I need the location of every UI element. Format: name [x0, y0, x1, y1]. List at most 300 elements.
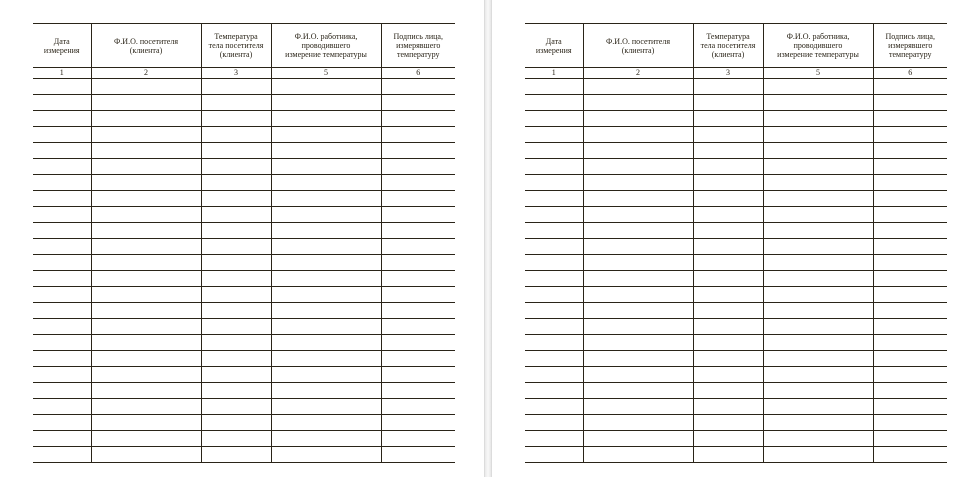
table-cell[interactable] [583, 399, 693, 415]
table-cell[interactable] [693, 79, 763, 95]
table-cell[interactable] [525, 143, 583, 159]
table-cell[interactable] [271, 143, 381, 159]
table-cell[interactable] [91, 303, 201, 319]
table-cell[interactable] [91, 191, 201, 207]
table-cell[interactable] [525, 383, 583, 399]
table-cell[interactable] [271, 127, 381, 143]
table-cell[interactable] [33, 383, 91, 399]
table-cell[interactable] [33, 191, 91, 207]
table-cell[interactable] [693, 271, 763, 287]
table-cell[interactable] [873, 447, 947, 463]
table-cell[interactable] [381, 287, 455, 303]
table-cell[interactable] [873, 415, 947, 431]
table-row [33, 127, 455, 143]
table-cell[interactable] [201, 447, 271, 463]
header-row [525, 24, 947, 68]
table-cell[interactable] [583, 367, 693, 383]
table-cell[interactable] [381, 79, 455, 95]
table-cell[interactable] [583, 159, 693, 175]
table-row [33, 383, 455, 399]
table-cell[interactable] [91, 383, 201, 399]
table-cell[interactable] [583, 335, 693, 351]
table-cell[interactable] [583, 415, 693, 431]
table-cell[interactable] [91, 159, 201, 175]
table-cell[interactable] [33, 159, 91, 175]
column-header-visitor-temperature: Температура тела посетителя (клиента) [201, 24, 271, 68]
table-cell[interactable] [873, 159, 947, 175]
table-cell[interactable] [91, 415, 201, 431]
table-row [525, 79, 947, 95]
table-cell[interactable] [583, 223, 693, 239]
table-cell[interactable] [693, 223, 763, 239]
table-cell[interactable] [381, 271, 455, 287]
table-cell[interactable] [91, 127, 201, 143]
table-row [33, 335, 455, 351]
table-cell[interactable] [33, 319, 91, 335]
table-cell[interactable] [33, 399, 91, 415]
table-cell[interactable] [201, 367, 271, 383]
table-cell[interactable] [381, 447, 455, 463]
table-cell[interactable] [693, 207, 763, 223]
table-cell[interactable] [525, 175, 583, 191]
table-cell[interactable] [583, 95, 693, 111]
table-cell[interactable] [381, 303, 455, 319]
column-number: 2 [583, 68, 693, 79]
table-cell[interactable] [583, 319, 693, 335]
table-cell[interactable] [271, 159, 381, 175]
table-cell[interactable] [763, 287, 873, 303]
table-cell[interactable] [763, 239, 873, 255]
table-row [525, 95, 947, 111]
table-cell[interactable] [271, 207, 381, 223]
table-cell[interactable] [271, 223, 381, 239]
table-cell[interactable] [91, 287, 201, 303]
table-cell[interactable] [583, 111, 693, 127]
table-cell[interactable] [91, 223, 201, 239]
table-cell[interactable] [91, 367, 201, 383]
table-cell[interactable] [873, 319, 947, 335]
table-cell[interactable] [873, 223, 947, 239]
table-cell[interactable] [201, 351, 271, 367]
table-cell[interactable] [381, 127, 455, 143]
table-cell[interactable] [91, 319, 201, 335]
table-cell[interactable] [33, 271, 91, 287]
table-cell[interactable] [201, 143, 271, 159]
table-cell[interactable] [201, 207, 271, 223]
table-cell[interactable] [525, 127, 583, 143]
table-row [33, 367, 455, 383]
table-row [33, 79, 455, 95]
table-cell[interactable] [201, 159, 271, 175]
table-cell[interactable] [525, 207, 583, 223]
table-row [525, 175, 947, 191]
table-cell[interactable] [525, 223, 583, 239]
table-cell[interactable] [271, 367, 381, 383]
table-cell[interactable] [525, 351, 583, 367]
table-cell[interactable] [693, 335, 763, 351]
table-cell[interactable] [271, 383, 381, 399]
table-cell[interactable] [201, 127, 271, 143]
table-row [525, 447, 947, 463]
table-cell[interactable] [271, 79, 381, 95]
table-cell[interactable] [763, 127, 873, 143]
table-cell[interactable] [693, 431, 763, 447]
table-cell[interactable] [201, 255, 271, 271]
table-cell[interactable] [583, 79, 693, 95]
column-header-signature: Подпись лица, измерявшего температуру [381, 24, 455, 68]
table-cell[interactable] [381, 95, 455, 111]
table-cell[interactable] [91, 79, 201, 95]
table-cell[interactable] [873, 351, 947, 367]
table-row [525, 351, 947, 367]
table-row [525, 367, 947, 383]
table-cell[interactable] [873, 207, 947, 223]
log-rows [33, 79, 455, 463]
table-cell[interactable] [873, 335, 947, 351]
table-cell[interactable] [525, 367, 583, 383]
table-cell[interactable] [201, 239, 271, 255]
table-cell[interactable] [763, 271, 873, 287]
table-cell[interactable] [583, 191, 693, 207]
table-cell[interactable] [271, 335, 381, 351]
column-number-row [525, 68, 947, 79]
table-cell[interactable] [381, 367, 455, 383]
table-cell[interactable] [873, 191, 947, 207]
table-cell[interactable] [91, 111, 201, 127]
table-cell[interactable] [91, 335, 201, 351]
table-cell[interactable] [763, 111, 873, 127]
table-cell[interactable] [33, 447, 91, 463]
table-cell[interactable] [525, 95, 583, 111]
table-cell[interactable] [271, 95, 381, 111]
table-cell[interactable] [33, 431, 91, 447]
table-row [33, 175, 455, 191]
table-cell[interactable] [91, 271, 201, 287]
table-cell[interactable] [33, 303, 91, 319]
table-cell[interactable] [873, 287, 947, 303]
table-cell[interactable] [381, 175, 455, 191]
table-row [525, 319, 947, 335]
table-cell[interactable] [381, 207, 455, 223]
table-cell[interactable] [583, 271, 693, 287]
table-cell[interactable] [381, 415, 455, 431]
table-cell[interactable] [91, 239, 201, 255]
table-cell[interactable] [33, 127, 91, 143]
table-cell[interactable] [763, 175, 873, 191]
table-cell[interactable] [873, 111, 947, 127]
table-cell[interactable] [33, 415, 91, 431]
table-cell[interactable] [583, 143, 693, 159]
table-cell[interactable] [381, 159, 455, 175]
column-number: 3 [201, 68, 271, 79]
temperature-log-table-left [33, 23, 455, 463]
table-cell[interactable] [873, 431, 947, 447]
table-cell[interactable] [381, 143, 455, 159]
table-cell[interactable] [201, 303, 271, 319]
table-row [525, 207, 947, 223]
table-row [525, 127, 947, 143]
table-cell[interactable] [201, 415, 271, 431]
table-cell[interactable] [33, 207, 91, 223]
table-cell[interactable] [693, 239, 763, 255]
table-cell[interactable] [693, 175, 763, 191]
table-cell[interactable] [91, 447, 201, 463]
table-row [33, 95, 455, 111]
table-row [33, 191, 455, 207]
table-cell[interactable] [91, 95, 201, 111]
table-cell[interactable] [763, 319, 873, 335]
table-cell[interactable] [525, 319, 583, 335]
table-cell[interactable] [33, 287, 91, 303]
column-number: 5 [763, 68, 873, 79]
table-row [33, 399, 455, 415]
table-cell[interactable] [763, 431, 873, 447]
table-cell[interactable] [33, 255, 91, 271]
table-cell[interactable] [693, 319, 763, 335]
table-cell[interactable] [201, 271, 271, 287]
table-row [33, 239, 455, 255]
table-cell[interactable] [693, 143, 763, 159]
table-cell[interactable] [381, 431, 455, 447]
table-cell[interactable] [271, 175, 381, 191]
table-row [33, 159, 455, 175]
table-row [525, 191, 947, 207]
book-gutter [484, 0, 492, 477]
table-cell[interactable] [763, 447, 873, 463]
table-cell[interactable] [381, 223, 455, 239]
table-cell[interactable] [873, 383, 947, 399]
table-row [33, 111, 455, 127]
table-cell[interactable] [33, 143, 91, 159]
table-cell[interactable] [381, 383, 455, 399]
table-row [33, 143, 455, 159]
table-row [525, 223, 947, 239]
table-row [33, 431, 455, 447]
column-number-row [33, 68, 455, 79]
table-cell[interactable] [201, 319, 271, 335]
table-cell[interactable] [91, 431, 201, 447]
table-cell[interactable] [763, 383, 873, 399]
table-cell[interactable] [763, 255, 873, 271]
column-header-signature: Подпись лица, измерявшего температуру [873, 24, 947, 68]
table-cell[interactable] [693, 111, 763, 127]
table-cell[interactable] [381, 111, 455, 127]
table-cell[interactable] [91, 255, 201, 271]
table-cell[interactable] [201, 383, 271, 399]
column-number: 5 [271, 68, 381, 79]
table-cell[interactable] [201, 399, 271, 415]
table-cell[interactable] [33, 351, 91, 367]
column-number: 1 [525, 68, 583, 79]
table-cell[interactable] [33, 239, 91, 255]
table-cell[interactable] [525, 79, 583, 95]
column-header-visitor-name: Ф.И.О. посетителя (клиента) [91, 24, 201, 68]
table-cell[interactable] [873, 399, 947, 415]
table-cell[interactable] [91, 399, 201, 415]
table-cell[interactable] [525, 431, 583, 447]
table-cell[interactable] [693, 287, 763, 303]
table-row [33, 303, 455, 319]
table-cell[interactable] [583, 239, 693, 255]
table-cell[interactable] [763, 159, 873, 175]
table-cell[interactable] [33, 175, 91, 191]
table-cell[interactable] [525, 415, 583, 431]
table-cell[interactable] [201, 287, 271, 303]
table-cell[interactable] [763, 95, 873, 111]
column-number: 6 [381, 68, 455, 79]
table-cell[interactable] [873, 143, 947, 159]
table-cell[interactable] [201, 223, 271, 239]
table-cell[interactable] [33, 79, 91, 95]
table-cell[interactable] [693, 95, 763, 111]
table-row [525, 159, 947, 175]
table-cell[interactable] [201, 191, 271, 207]
table-cell[interactable] [873, 239, 947, 255]
table-cell[interactable] [873, 175, 947, 191]
table-cell[interactable] [271, 447, 381, 463]
table-cell[interactable] [201, 79, 271, 95]
table-cell[interactable] [693, 303, 763, 319]
table-row [525, 255, 947, 271]
table-cell[interactable] [91, 207, 201, 223]
table-cell[interactable] [763, 143, 873, 159]
column-header-employee-name: Ф.И.О. работника, проводившего измерение температуры [763, 24, 873, 68]
table-row [33, 255, 455, 271]
table-cell[interactable] [763, 191, 873, 207]
table-cell[interactable] [201, 175, 271, 191]
table-cell[interactable] [271, 431, 381, 447]
column-number: 2 [91, 68, 201, 79]
table-row [33, 447, 455, 463]
table-row [525, 239, 947, 255]
table-cell[interactable] [583, 431, 693, 447]
table-cell[interactable] [583, 303, 693, 319]
table-cell[interactable] [583, 127, 693, 143]
table-cell[interactable] [583, 207, 693, 223]
column-number: 6 [873, 68, 947, 79]
table-cell[interactable] [873, 303, 947, 319]
table-cell[interactable] [271, 415, 381, 431]
table-cell[interactable] [201, 95, 271, 111]
table-cell[interactable] [763, 79, 873, 95]
table-cell[interactable] [583, 351, 693, 367]
table-cell[interactable] [693, 191, 763, 207]
table-cell[interactable] [201, 335, 271, 351]
table-cell[interactable] [763, 207, 873, 223]
left-page [0, 0, 484, 477]
column-header-employee-name: Ф.И.О. работника, проводившего измерение температуры [271, 24, 381, 68]
table-cell[interactable] [763, 335, 873, 351]
table-cell[interactable] [873, 79, 947, 95]
table-cell[interactable] [381, 319, 455, 335]
table-cell[interactable] [381, 239, 455, 255]
table-cell[interactable] [33, 367, 91, 383]
table-cell[interactable] [33, 111, 91, 127]
table-cell[interactable] [763, 351, 873, 367]
table-cell[interactable] [583, 447, 693, 463]
table-cell[interactable] [763, 367, 873, 383]
table-cell[interactable] [381, 191, 455, 207]
table-cell[interactable] [693, 383, 763, 399]
table-cell[interactable] [271, 111, 381, 127]
table-row [525, 383, 947, 399]
table-cell[interactable] [381, 335, 455, 351]
table-cell[interactable] [873, 127, 947, 143]
table-cell[interactable] [33, 223, 91, 239]
table-row [525, 399, 947, 415]
table-cell[interactable] [525, 111, 583, 127]
table-cell[interactable] [693, 159, 763, 175]
table-cell[interactable] [693, 399, 763, 415]
header-row [33, 24, 455, 68]
table-cell[interactable] [381, 399, 455, 415]
table-cell[interactable] [693, 415, 763, 431]
table-row [33, 271, 455, 287]
table-cell[interactable] [271, 271, 381, 287]
table-cell[interactable] [271, 191, 381, 207]
table-cell[interactable] [525, 303, 583, 319]
table-cell[interactable] [693, 447, 763, 463]
table-row [525, 335, 947, 351]
table-cell[interactable] [583, 255, 693, 271]
table-cell[interactable] [583, 383, 693, 399]
table-cell[interactable] [763, 415, 873, 431]
table-cell[interactable] [271, 287, 381, 303]
table-row [33, 319, 455, 335]
table-cell[interactable] [201, 111, 271, 127]
table-cell[interactable] [201, 431, 271, 447]
table-cell[interactable] [271, 303, 381, 319]
table-cell[interactable] [91, 175, 201, 191]
table-cell[interactable] [525, 287, 583, 303]
table-cell[interactable] [381, 351, 455, 367]
table-cell[interactable] [693, 367, 763, 383]
table-cell[interactable] [271, 319, 381, 335]
table-cell[interactable] [583, 175, 693, 191]
table-cell[interactable] [873, 95, 947, 111]
table-cell[interactable] [525, 191, 583, 207]
table-cell[interactable] [763, 303, 873, 319]
table-row [525, 415, 947, 431]
table-cell[interactable] [525, 447, 583, 463]
table-cell[interactable] [271, 255, 381, 271]
table-cell[interactable] [91, 351, 201, 367]
table-cell[interactable] [271, 399, 381, 415]
table-cell[interactable] [33, 95, 91, 111]
table-cell[interactable] [525, 239, 583, 255]
table-row [33, 351, 455, 367]
table-cell[interactable] [271, 351, 381, 367]
table-cell[interactable] [763, 399, 873, 415]
table-cell[interactable] [763, 223, 873, 239]
table-cell[interactable] [693, 351, 763, 367]
table-cell[interactable] [33, 335, 91, 351]
table-cell[interactable] [873, 255, 947, 271]
table-cell[interactable] [693, 127, 763, 143]
table-cell[interactable] [271, 239, 381, 255]
table-cell[interactable] [525, 399, 583, 415]
table-cell[interactable] [525, 255, 583, 271]
table-cell[interactable] [693, 255, 763, 271]
table-cell[interactable] [91, 143, 201, 159]
table-cell[interactable] [873, 367, 947, 383]
table-cell[interactable] [873, 271, 947, 287]
table-cell[interactable] [381, 255, 455, 271]
table-cell[interactable] [583, 287, 693, 303]
table-cell[interactable] [525, 335, 583, 351]
table-cell[interactable] [525, 271, 583, 287]
table-cell[interactable] [525, 159, 583, 175]
